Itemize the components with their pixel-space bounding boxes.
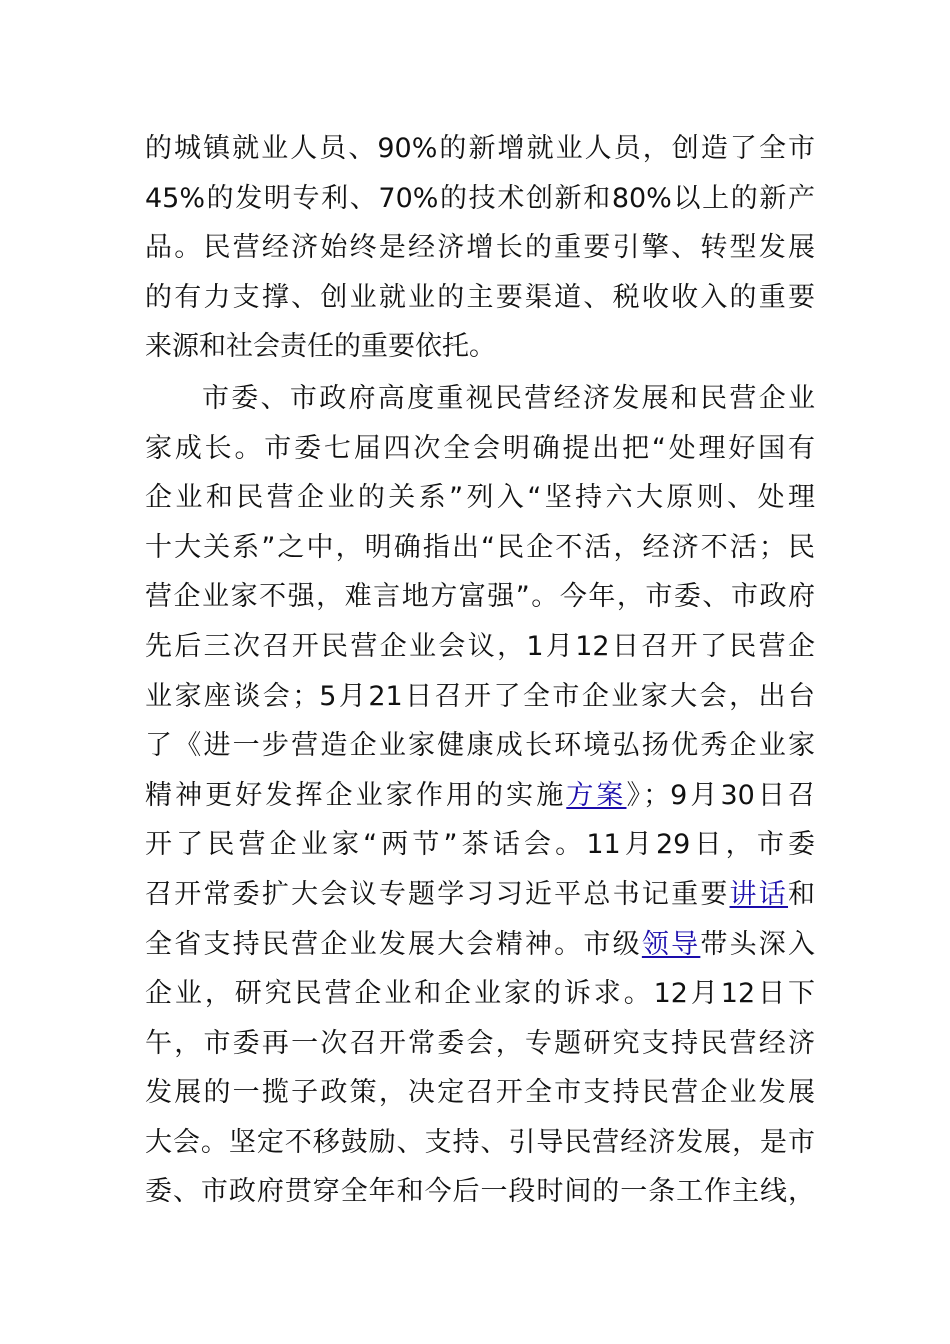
- text-segment: 和: [788, 878, 816, 910]
- text-line: 家成长。市委七届四次全会明确提出把“处理好国有: [145, 432, 815, 464]
- text-segment: 精神更好发挥企业家作用的实施: [145, 779, 567, 811]
- text-line: 企业，研究民营企业和企业家的诉求。12月12日下: [145, 978, 815, 1010]
- text-segment: 带头深入: [700, 928, 816, 960]
- paragraph-2: [145, 374, 815, 1217]
- link-jianghua[interactable]: 讲话: [729, 878, 789, 910]
- document-body: [145, 124, 815, 1217]
- text-segment: 》；9月30日召: [626, 779, 815, 811]
- text-line: 发展的一揽子政策，决定召开全市支持民营企业发展: [145, 1077, 815, 1109]
- text-line: 45%的发明专利、70%的技术创新和80%以上的新产: [145, 182, 815, 214]
- text-line: 委、市政府贯穿全年和今后一段时间的一条工作主线，: [145, 1176, 815, 1208]
- text-line: [145, 920, 815, 970]
- text-line: 先后三次召开民营企业会议，1月12日召开了民营企: [145, 630, 815, 662]
- text-line: 市委、市政府高度重视民营经济发展和民营企业: [202, 382, 815, 414]
- text-line: [145, 771, 815, 821]
- text-line: 企业和民营企业的关系”列入“坚持六大原则、处理: [145, 482, 815, 514]
- text-line: 的城镇就业人员、90%的新增就业人员，创造了全市: [145, 133, 815, 164]
- text-line: 开了民营企业家“两节”茶话会。11月29日，市委: [145, 829, 815, 861]
- text-line: [145, 870, 815, 920]
- text-segment: 召开常委扩大会议专题学习习近平总书记重要: [145, 878, 730, 910]
- text-line: 十大关系”之中，明确指出“民企不活，经济不活；民: [145, 531, 815, 563]
- text-line: 营企业家不强，难言地方富强”。今年，市委、市政府: [145, 581, 815, 613]
- text-segment: 全省支持民营企业发展大会精神。市级: [145, 928, 642, 960]
- link-lingdao[interactable]: 领导: [641, 928, 701, 960]
- text-line: 了《进一步营造企业家健康成长环境弘扬优秀企业家: [145, 730, 815, 762]
- link-fangan[interactable]: 方案: [566, 779, 627, 811]
- text-line: 来源和社会责任的重要依托。: [145, 331, 496, 363]
- text-line: 大会。坚定不移鼓励、支持、引导民营经济发展，是市: [145, 1126, 815, 1158]
- text-line: 午，市委再一次召开常委会，专题研究支持民营经济: [145, 1027, 815, 1059]
- text-line: 业家座谈会；5月21日召开了全市企业家大会，出台: [145, 680, 815, 712]
- paragraph-1: [145, 124, 815, 372]
- text-line: 品。民营经济始终是经济增长的重要引擎、转型发展: [145, 232, 815, 264]
- text-line: 的有力支撑、创业就业的主要渠道、税收收入的重要: [145, 281, 815, 313]
